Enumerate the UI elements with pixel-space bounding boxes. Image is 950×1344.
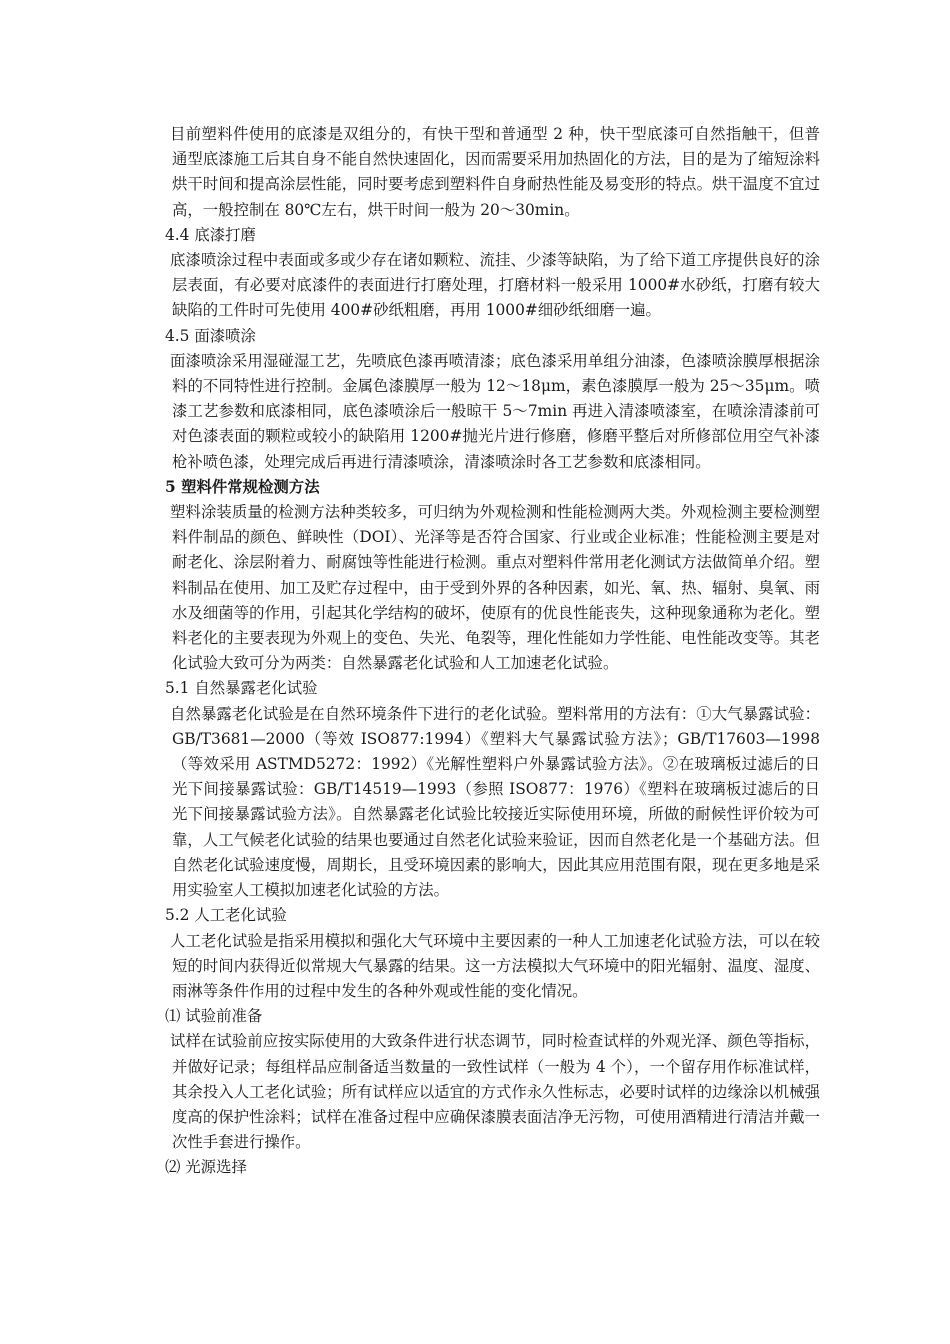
heading-5-2: 5.2 人工老化试验 bbox=[165, 906, 287, 925]
heading-light-source: ⑵ 光源选择 bbox=[165, 1158, 247, 1177]
paragraph-primer-sanding: 底漆喷涂过程中表面或多或少存在诸如颗粒、流挂、少漆等缺陷，为了给下道工序提供良好的涂层表面，有必要对底漆件的表面进行打磨处理，打磨材料一般采用 1000#水砂纸，打磨有较大缺陷的工件时可先使用 400#砂纸粗磨，再用 1000#细砂纸细磨一遍。 bbox=[170, 251, 820, 320]
heading-5-1: 5.1 自然暴露老化试验 bbox=[165, 679, 318, 698]
document-body bbox=[165, 122, 820, 1181]
heading-4-4: 4.4 底漆打磨 bbox=[165, 225, 256, 244]
paragraph-preparation: 试样在试验前应按实际使用的大致条件进行状态调节，同时检查试样的外观光泽、颜色等指标，并做好记录；每组样品应制备适当数量的一致性试样（一般为 4 个），一个留存用作标准试样，其余投入人工老化试验；所有试样应以适宜的方式作永久性标志，必要时试样的边缘涂以机械强度高的保护性涂料；试样在准备过程中应确保漆膜表面洁净无污物，可使用酒精进行清洁并戴一次性手套进行操作。 bbox=[170, 1032, 820, 1152]
paragraph-natural-exposure: 自然暴露老化试验是在自然环境条件下进行的老化试验。塑料常用的方法有：①大气暴露试验：GB/T3681—2000（等效 ISO877:1994）《塑料大气暴露试验方法》；GB/T17603—1998（等效采用 ASTMD5272：1992）《光解性塑料户外暴露试验方法》。②在玻璃板过滤后的日光下间接暴露试验：GB/T14519—1993（参照 ISO877：1976）《塑料在玻璃板过滤后的日光下间接暴露试验方法》。自然暴露老化试验比较接近实际使用环境，所做的耐候性评价较为可靠，人工气候老化试验的结果也要通过自然老化试验来验证，因而自然老化是一个基础方法。但自然老化试验速度慢，周期长，且受环境因素的影响大，因此其应用范围有限，现在更多地是采用实验室人工模拟加速老化试验的方法。 bbox=[170, 704, 820, 900]
section-title-5: 5 塑料件常规检测方法 bbox=[165, 477, 320, 496]
heading-preparation: ⑴ 试验前准备 bbox=[165, 1007, 263, 1026]
paragraph-artificial-aging: 人工老化试验是指采用模拟和强化大气环境中主要因素的一种人工加速老化试验方法，可以在较短的时间内获得近似常规大气暴露的结果。这一方法模拟大气环境中的阳光辐射、温度、湿度、雨淋等条件作用的过程中发生的各种外观或性能的变化情况。 bbox=[170, 931, 820, 1000]
paragraph-topcoat-spraying: 面漆喷涂采用湿碰湿工艺，先喷底色漆再喷清漆；底色漆采用单组分油漆，色漆喷涂膜厚根据涂料的不同特性进行控制。金属色漆膜厚一般为 12～18μm，素色漆膜厚一般为 25～35μm。喷漆工艺参数和底漆相同，底色漆喷涂后一般晾干 5～7min 再进入清漆喷漆室，在喷涂清漆前可对色漆表面的颗粒或较小的缺陷用 1200#抛光片进行修磨，修磨平整后对所修部位用空气补漆枪补喷色漆，处理完成后再进行清漆喷涂，清漆喷涂时各工艺参数和底漆相同。 bbox=[170, 351, 820, 471]
heading-4-5: 4.5 面漆喷涂 bbox=[165, 326, 256, 345]
paragraph-primer-drying: 目前塑料件使用的底漆是双组分的，有快干型和普通型 2 种，快干型底漆可自然指触干，但普通型底漆施工后其自身不能自然快速固化，因而需要采用加热固化的方法，目的是为了缩短涂料烘干时间和提高涂层性能，同时要考虑到塑料件自身耐热性能及易变形的特点。烘干温度不宜过高，一般控制在 80℃左右，烘干时间一般为 20～30min。 bbox=[170, 125, 820, 219]
paragraph-testing-methods: 塑料涂装质量的检测方法种类较多，可归纳为外观检测和性能检测两大类。外观检测主要检测塑料件制品的颜色、鲜映性（DOI）、光泽等是否符合国家、行业或企业标准；性能检测主要是对耐老化、涂层附着力、耐腐蚀等性能进行检测。重点对塑料件常用老化测试方法做简单介绍。塑料制品在使用、加工及贮存过程中，由于受到外界的各种因素，如光、氧、热、辐射、臭氧、雨水及细菌等的作用，引起其化学结构的破坏，使原有的优良性能丧失，这种现象通称为老化。塑料老化的主要表现为外观上的变色、失光、龟裂等，理化性能如力学性能、电性能改变等。其老化试验大致可分为两类：自然暴露老化试验和人工加速老化试验。 bbox=[170, 503, 820, 673]
